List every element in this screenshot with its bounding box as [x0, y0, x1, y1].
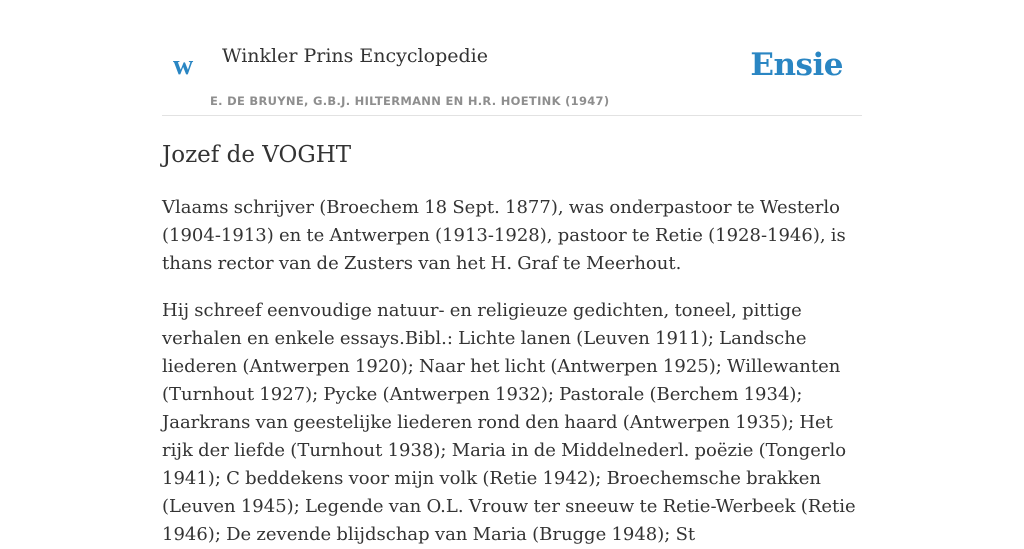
site-header: [162, 0, 862, 116]
page: [162, 0, 862, 545]
winkler-prins-logo[interactable]: w: [173, 50, 194, 81]
article-paragraph: Hij schreef eenvoudige natuur- en religieuze gedichten, toneel, pittige verhalen en enkele essays.Bibl.: Lichte lanen (Leuven 1911); Landsche liederen (Antwerpen 1920); Naar het licht (Antwerpen 1925); Willewanten (Turnhout 1927); Pycke (Antwerpen 1932); Pastorale (Berchem 1934); Jaarkrans van geestelijke liederen rond den haard (Antwerpen 1935); Het rijk der liefde (Turnhout 1938); Maria in de Middelnederl. poëzie (Tongerlo 1941); C beddekens voor mijn volk (Retie 1942); Broechemsche brakken (Leuven 1945); Legende van O.L. Vrouw ter sneeuw te Retie-Werbeek (Retie 1946); De zevende blijdschap van Maria (Brugge 1948); St: [162, 300, 856, 545]
ensie-logo-link[interactable]: Ensie: [750, 47, 843, 83]
site-title[interactable]: Winkler Prins Encyclopedie: [222, 45, 488, 67]
article-title: Jozef de VOGHT: [162, 142, 352, 168]
article-body: [162, 194, 862, 549]
article-paragraph: Vlaams schrijver (Broechem 18 Sept. 1877), was onderpastoor te Westerlo (1904-1913) en te Antwerpen (1913-1928), pastoor te Retie (1928-1946), is thans rector van de Zusters van het H. Graf te Meerhout.: [162, 197, 846, 274]
source-authors: E. DE BRUYNE, G.B.J. HILTERMANN EN H.R. HOETINK (1947): [210, 94, 610, 108]
